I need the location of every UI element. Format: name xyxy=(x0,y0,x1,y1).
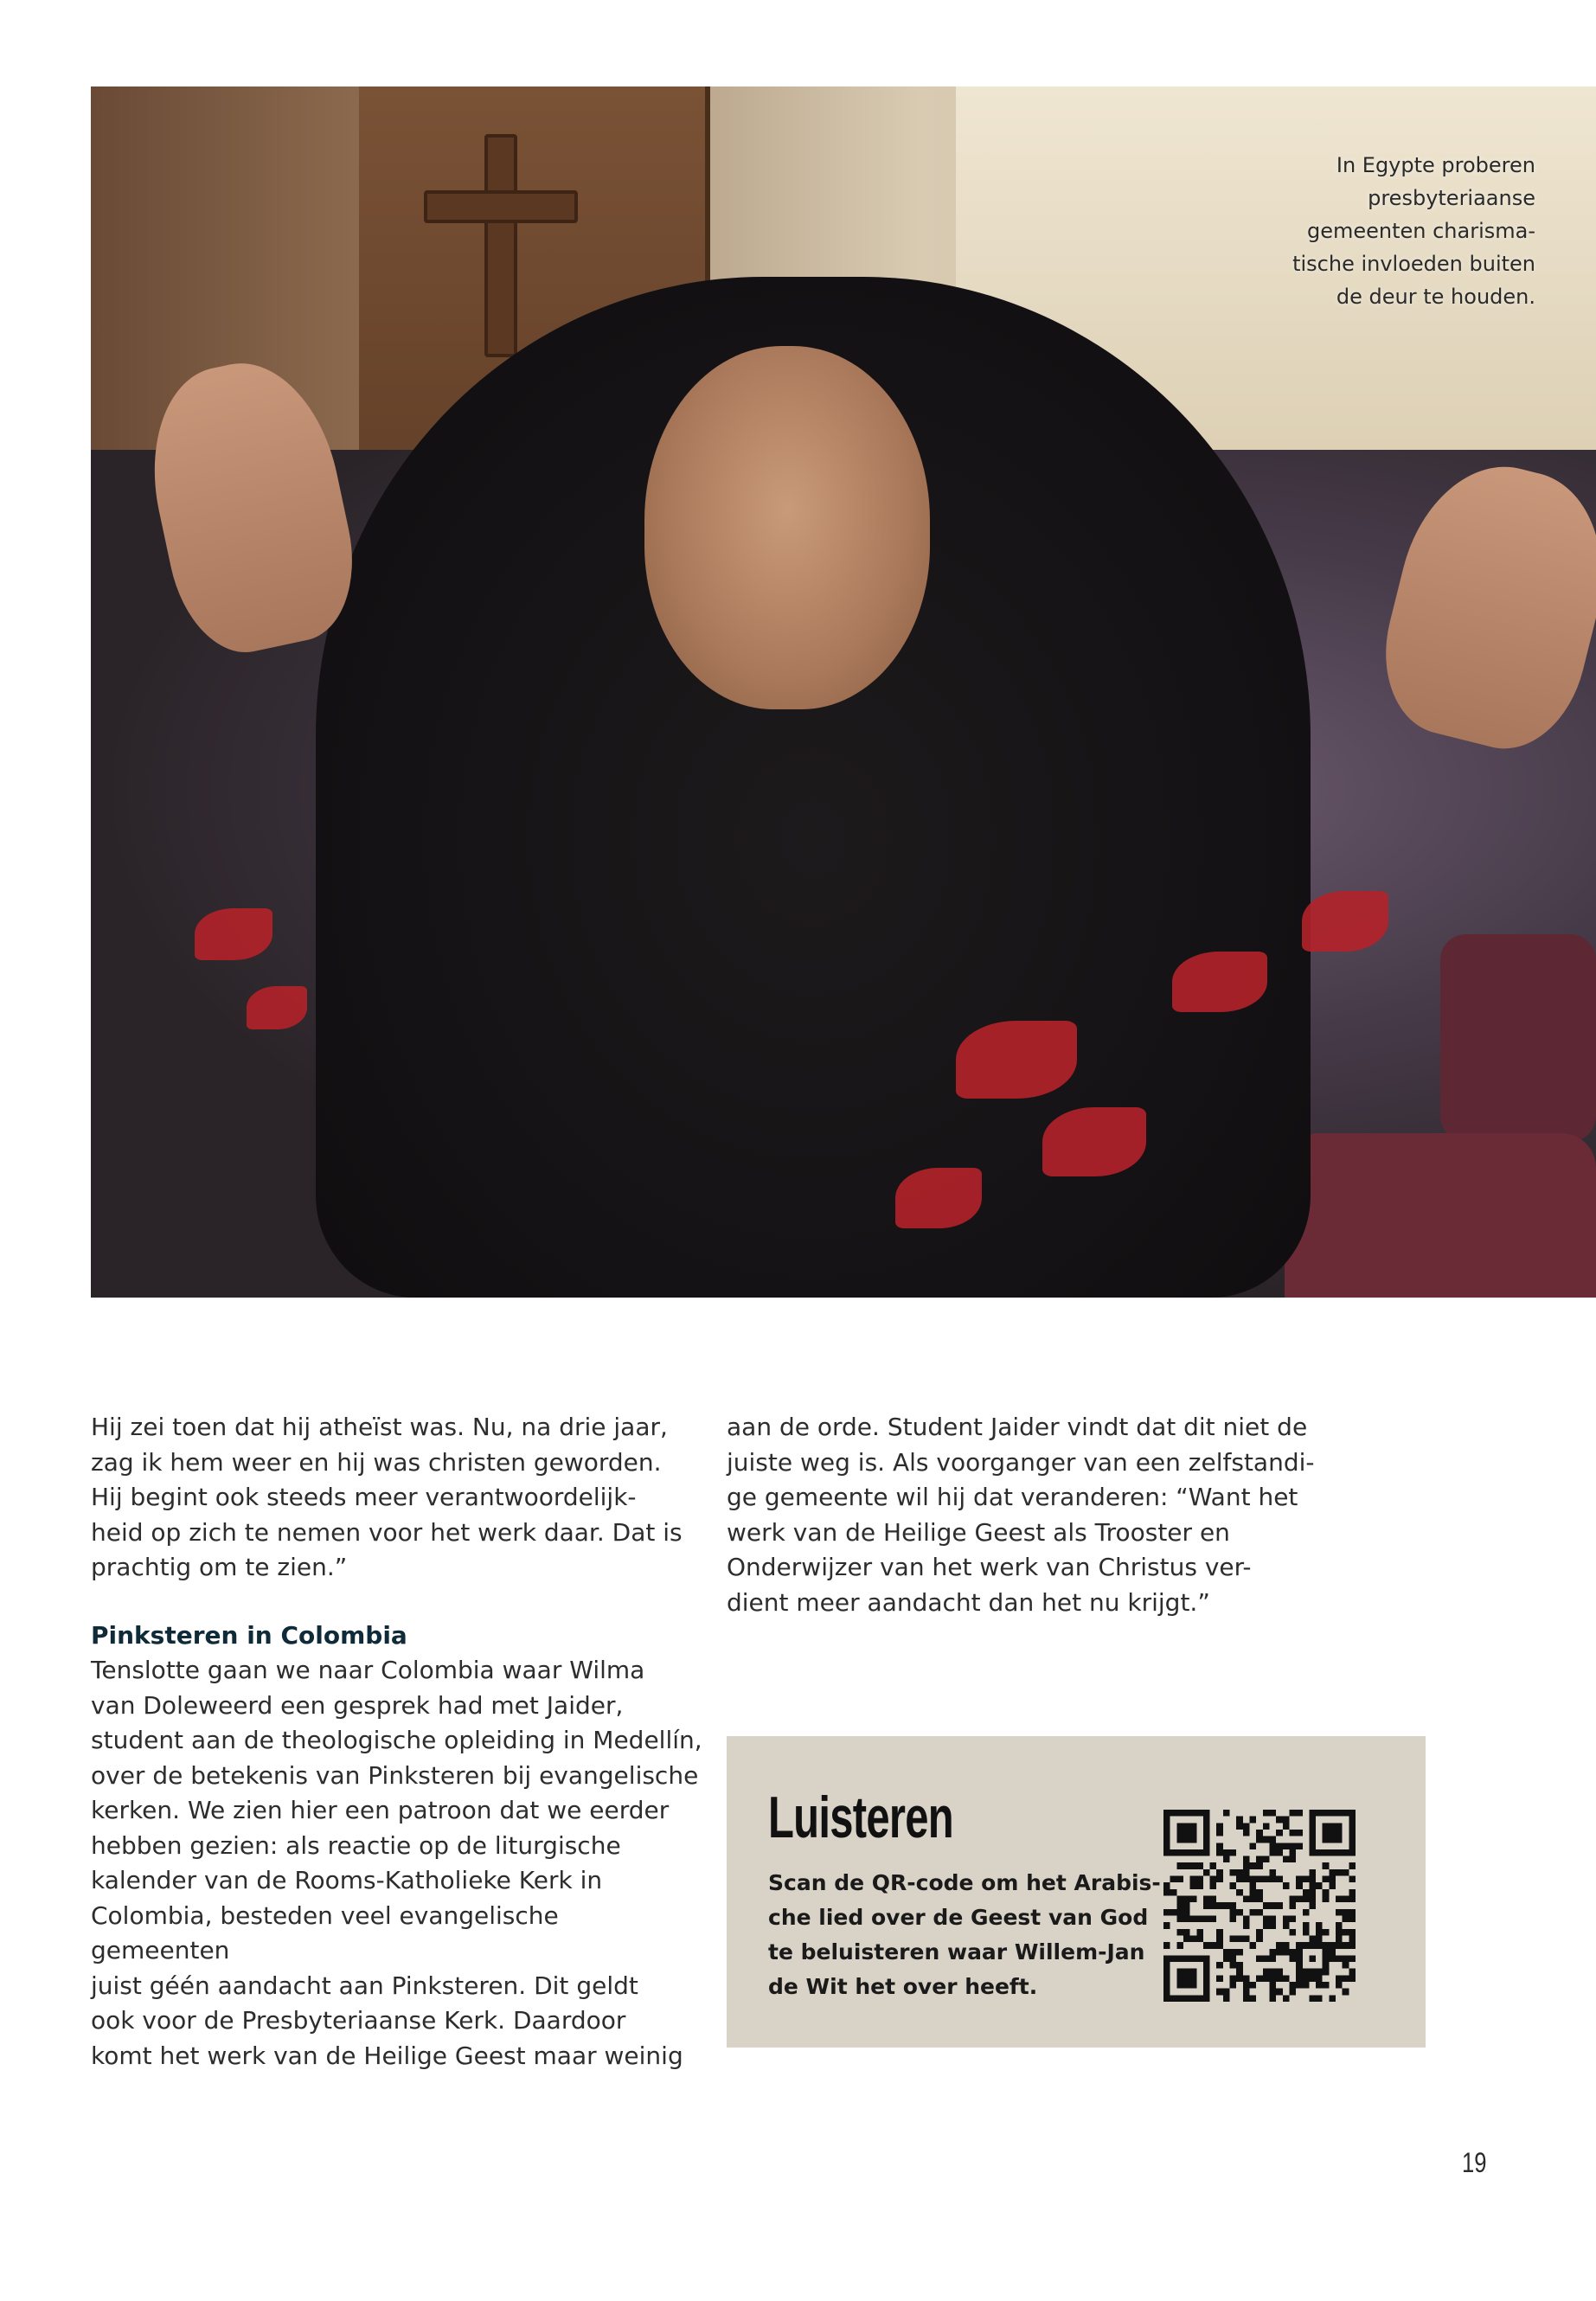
text-line: aan de orde. Student Jaider vindt dat dit niet de xyxy=(727,1413,1308,1441)
text-line: kerken. We zien hier een patroon dat we eerder xyxy=(91,1796,670,1824)
text-line: komt het werk van de Heilige Geest maar weinig xyxy=(91,2041,683,2070)
caption-line: gemeenten charisma- xyxy=(1306,219,1535,243)
qr-code-icon[interactable] xyxy=(1163,1810,1356,2002)
text-line: te beluisteren waar Willem-Jan xyxy=(768,1939,1145,1965)
photo-chair xyxy=(1285,1133,1596,1298)
photo-caption xyxy=(1285,149,1535,313)
photo-dress-pattern xyxy=(247,986,307,1029)
left-text-column xyxy=(91,1410,705,2073)
listen-box xyxy=(727,1736,1426,2048)
text-line: werk van de Heilige Geest als Trooster en xyxy=(727,1517,1230,1547)
photo-dress-pattern xyxy=(1302,891,1388,952)
text-line: ook voor de Presbyteriaanse Kerk. Daardoor xyxy=(91,2006,626,2035)
text-line: Tenslotte gaan we naar Colombia waar Wilma xyxy=(91,1656,645,1684)
paragraph xyxy=(727,1410,1349,1620)
text-line: juist géén aandacht aan Pinksteren. Dit geldt xyxy=(91,1971,638,2000)
listen-box-title: Luisteren xyxy=(768,1785,953,1850)
page-number: 19 xyxy=(1462,2147,1487,2178)
caption-line: de deur te houden. xyxy=(1336,285,1535,309)
photo-face xyxy=(644,346,930,709)
photo-dress-pattern xyxy=(1172,952,1267,1012)
text-line: over de betekenis van Pinksteren bij evangelische xyxy=(91,1760,699,1790)
photo-dress-pattern xyxy=(895,1168,982,1228)
text-line: Hij begint ook steeds meer verantwoordelijk- xyxy=(91,1483,637,1511)
photo-cross-carving-bar xyxy=(424,190,578,223)
text-line: zag ik hem weer en hij was christen geworden. xyxy=(91,1447,662,1477)
listen-box-text xyxy=(768,1866,1166,2004)
paragraph xyxy=(91,1410,705,1586)
text-line: van Doleweerd een gesprek had met Jaider, xyxy=(91,1690,624,1720)
text-line: che lied over de Geest van God xyxy=(768,1905,1149,1930)
caption-line: presbyteriaanse xyxy=(1368,186,1535,210)
text-line: juiste weg is. Als voorganger van een zelfstandi- xyxy=(727,1447,1315,1477)
photo-chair xyxy=(1440,934,1596,1142)
text-line: ge gemeente wil hij dat veranderen: “Want het xyxy=(727,1483,1298,1511)
section-heading: Pinksteren in Colombia xyxy=(91,1620,407,1650)
caption-line: In Egypte proberen xyxy=(1336,153,1535,177)
text-line: de Wit het over heeft. xyxy=(768,1974,1038,1999)
photo-dress-pattern xyxy=(956,1021,1077,1099)
text-line: kalender van de Rooms-Katholieke Kerk in xyxy=(91,1866,603,1894)
paragraph xyxy=(91,1653,705,2073)
text-line: Hij zei toen dat hij atheïst was. Nu, na drie jaar, xyxy=(91,1413,668,1441)
text-line: heid op zich te nemen voor het werk daar. Dat is xyxy=(91,1517,683,1547)
photo-cross-carving xyxy=(484,134,517,357)
photo-dress-pattern xyxy=(195,908,272,960)
text-line: student aan de theologische opleiding in Medellín, xyxy=(91,1726,702,1754)
right-text-column xyxy=(727,1410,1349,1620)
text-line: Scan de QR-code om het Arabis- xyxy=(768,1870,1161,1895)
text-line: hebben gezien: als reactie op de liturgische xyxy=(91,1830,621,1860)
text-line: prachtig om te zien.” xyxy=(91,1553,348,1581)
text-line: Onderwijzer van het werk van Christus ver- xyxy=(727,1553,1252,1581)
hero-photo xyxy=(91,87,1596,1298)
caption-line: tische invloeden buiten xyxy=(1292,252,1535,276)
photo-dress-pattern xyxy=(1042,1107,1146,1176)
text-line: Colombia, besteden veel evangelische gemeenten xyxy=(91,1900,559,1965)
text-line: dient meer aandacht dan het nu krijgt.” xyxy=(727,1587,1210,1617)
